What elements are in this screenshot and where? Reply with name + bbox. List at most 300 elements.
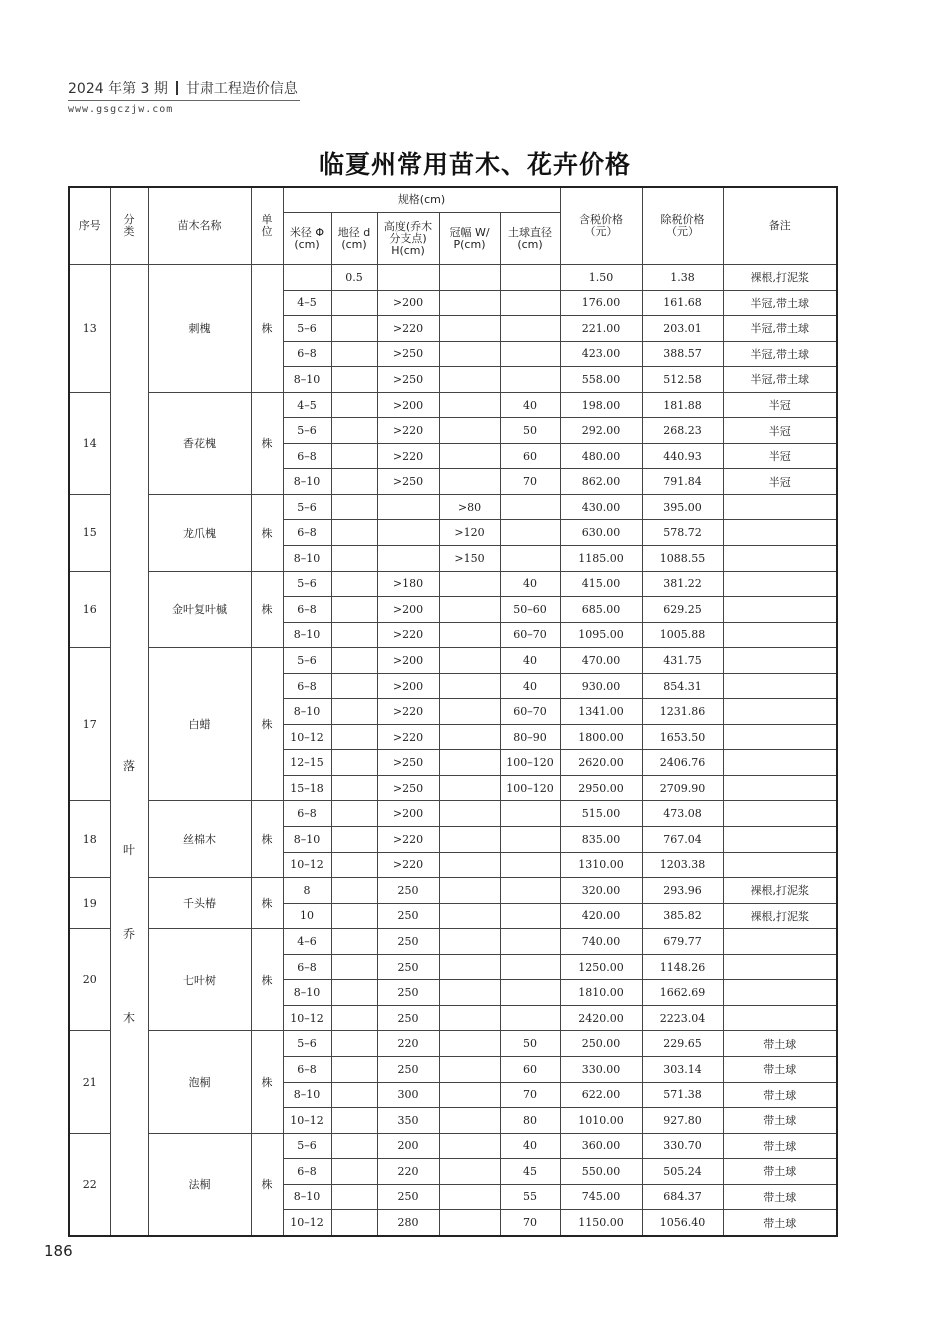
- soil-ball-cell: 40: [500, 571, 560, 597]
- seq-cell: 20: [69, 929, 110, 1031]
- header-line: [68, 78, 298, 98]
- crown-cell: [439, 852, 500, 878]
- dbh-cell: 10–12: [283, 1005, 331, 1031]
- unit-cell: 株: [251, 571, 283, 648]
- price-excl-cell: 1662.69: [642, 980, 723, 1006]
- soil-ball-cell: 100–120: [500, 750, 560, 776]
- dbh-cell: 5–6: [283, 571, 331, 597]
- crown-cell: [439, 1133, 500, 1159]
- price-excl-cell: 2223.04: [642, 1005, 723, 1031]
- price-excl-cell: 512.58: [642, 367, 723, 393]
- ground-dia-cell: [331, 801, 377, 827]
- dbh-cell: 8–10: [283, 367, 331, 393]
- height-cell: 200: [377, 1133, 439, 1159]
- header-spec: 规格(cm): [283, 187, 560, 213]
- height-cell: 280: [377, 1210, 439, 1236]
- height-cell: 250: [377, 903, 439, 929]
- ground-dia-cell: [331, 648, 377, 674]
- dbh-cell: 10–12: [283, 1108, 331, 1134]
- note-cell: 半冠: [723, 443, 837, 469]
- price-incl-cell: 930.00: [560, 673, 642, 699]
- ground-dia-cell: [331, 546, 377, 572]
- price-incl-cell: 1341.00: [560, 699, 642, 725]
- price-incl-cell: 1310.00: [560, 852, 642, 878]
- dbh-cell: 15–18: [283, 775, 331, 801]
- dbh-cell: 5–6: [283, 1031, 331, 1057]
- crown-cell: [439, 1031, 500, 1057]
- soil-ball-cell: [500, 290, 560, 316]
- height-cell: >250: [377, 367, 439, 393]
- soil-ball-cell: [500, 954, 560, 980]
- note-cell: 半冠: [723, 418, 837, 444]
- height-cell: >220: [377, 418, 439, 444]
- price-excl-cell: 767.04: [642, 827, 723, 853]
- table-row: [69, 648, 837, 674]
- dbh-cell: 4–6: [283, 929, 331, 955]
- soil-ball-cell: 70: [500, 1082, 560, 1108]
- note-cell: [723, 954, 837, 980]
- price-incl-cell: 515.00: [560, 801, 642, 827]
- issue-label: 2024 年第 3 期: [68, 81, 168, 97]
- height-cell: 220: [377, 1159, 439, 1185]
- soil-ball-cell: 50: [500, 1031, 560, 1057]
- note-cell: 带土球: [723, 1108, 837, 1134]
- price-excl-cell: 1005.88: [642, 622, 723, 648]
- crown-cell: [439, 699, 500, 725]
- price-incl-cell: 176.00: [560, 290, 642, 316]
- note-cell: 带土球: [723, 1082, 837, 1108]
- dbh-cell: 8–10: [283, 469, 331, 495]
- ground-dia-cell: [331, 852, 377, 878]
- dbh-cell: 6–8: [283, 1159, 331, 1185]
- soil-ball-cell: 40: [500, 673, 560, 699]
- crown-cell: [439, 903, 500, 929]
- soil-ball-cell: 45: [500, 1159, 560, 1185]
- plant-name-cell: 刺槐: [148, 265, 251, 393]
- ground-dia-cell: [331, 494, 377, 520]
- note-cell: [723, 750, 837, 776]
- height-cell: >200: [377, 597, 439, 623]
- note-cell: [723, 622, 837, 648]
- category-char: 叶: [122, 842, 135, 857]
- dbh-cell: 12–15: [283, 750, 331, 776]
- price-excl-cell: 161.68: [642, 290, 723, 316]
- dbh-cell: 4–5: [283, 392, 331, 418]
- plant-name-cell: 千头椿: [148, 878, 251, 929]
- category-cell: [110, 265, 148, 1236]
- table-row: [69, 1133, 837, 1159]
- ground-dia-cell: [331, 290, 377, 316]
- price-excl-cell: 385.82: [642, 903, 723, 929]
- header-unit: 单位: [251, 187, 283, 265]
- height-cell: >250: [377, 341, 439, 367]
- crown-cell: [439, 418, 500, 444]
- price-excl-cell: 293.96: [642, 878, 723, 904]
- seq-cell: 21: [69, 1031, 110, 1133]
- price-incl-cell: 292.00: [560, 418, 642, 444]
- height-cell: [377, 546, 439, 572]
- note-cell: [723, 980, 837, 1006]
- ground-dia-cell: [331, 673, 377, 699]
- price-excl-cell: 1056.40: [642, 1210, 723, 1236]
- crown-cell: >150: [439, 546, 500, 572]
- soil-ball-cell: 40: [500, 1133, 560, 1159]
- height-cell: 250: [377, 878, 439, 904]
- price-incl-cell: 430.00: [560, 494, 642, 520]
- price-excl-cell: 381.22: [642, 571, 723, 597]
- ground-dia-cell: [331, 341, 377, 367]
- dbh-cell: 10–12: [283, 852, 331, 878]
- height-cell: 250: [377, 1184, 439, 1210]
- unit-cell: 株: [251, 1133, 283, 1236]
- height-cell: >250: [377, 775, 439, 801]
- dbh-cell: 8–10: [283, 622, 331, 648]
- ground-dia-cell: [331, 622, 377, 648]
- price-excl-cell: 578.72: [642, 520, 723, 546]
- dbh-cell: 6–8: [283, 597, 331, 623]
- website-url: www.gsgczjw.com: [68, 104, 174, 115]
- plant-name-cell: 七叶树: [148, 929, 251, 1031]
- note-cell: 半冠: [723, 469, 837, 495]
- price-incl-cell: 221.00: [560, 316, 642, 342]
- price-excl-cell: 229.65: [642, 1031, 723, 1057]
- soil-ball-cell: 80: [500, 1108, 560, 1134]
- price-incl-cell: 198.00: [560, 392, 642, 418]
- unit-cell: 株: [251, 494, 283, 571]
- crown-cell: [439, 1005, 500, 1031]
- crown-cell: [439, 316, 500, 342]
- plant-name-cell: 金叶复叶槭: [148, 571, 251, 648]
- note-cell: 半冠,带土球: [723, 290, 837, 316]
- dbh-cell: 6–8: [283, 341, 331, 367]
- ground-dia-cell: [331, 520, 377, 546]
- price-incl-cell: 320.00: [560, 878, 642, 904]
- crown-cell: [439, 367, 500, 393]
- unit-cell: 株: [251, 648, 283, 801]
- table-row: [69, 571, 837, 597]
- soil-ball-cell: 50–60: [500, 597, 560, 623]
- height-cell: 250: [377, 1005, 439, 1031]
- height-cell: [377, 520, 439, 546]
- ground-dia-cell: [331, 1159, 377, 1185]
- price-incl-cell: 360.00: [560, 1133, 642, 1159]
- crown-cell: [439, 648, 500, 674]
- header-name: 苗木名称: [148, 187, 251, 265]
- price-incl-cell: 2620.00: [560, 750, 642, 776]
- price-excl-cell: 1203.38: [642, 852, 723, 878]
- price-incl-cell: 558.00: [560, 367, 642, 393]
- crown-cell: [439, 954, 500, 980]
- ground-dia-cell: [331, 392, 377, 418]
- height-cell: >200: [377, 290, 439, 316]
- table-row: [69, 1031, 837, 1057]
- crown-cell: [439, 1159, 500, 1185]
- crown-cell: [439, 290, 500, 316]
- table-row: [69, 392, 837, 418]
- plant-name-cell: 白蜡: [148, 648, 251, 801]
- ground-dia-cell: [331, 724, 377, 750]
- ground-dia-cell: [331, 980, 377, 1006]
- ground-dia-cell: [331, 750, 377, 776]
- ground-dia-cell: [331, 597, 377, 623]
- category-char: 乔: [122, 926, 135, 941]
- note-cell: [723, 494, 837, 520]
- seq-cell: 14: [69, 392, 110, 494]
- crown-cell: [439, 1184, 500, 1210]
- price-incl-cell: 420.00: [560, 903, 642, 929]
- price-incl-cell: 835.00: [560, 827, 642, 853]
- soil-ball-cell: [500, 801, 560, 827]
- dbh-cell: 6–8: [283, 443, 331, 469]
- note-cell: [723, 673, 837, 699]
- price-excl-cell: 431.75: [642, 648, 723, 674]
- note-cell: [723, 827, 837, 853]
- height-cell: >200: [377, 648, 439, 674]
- note-cell: 带土球: [723, 1031, 837, 1057]
- header-seq: 序号: [69, 187, 110, 265]
- price-excl-cell: 2406.76: [642, 750, 723, 776]
- soil-ball-cell: 40: [500, 648, 560, 674]
- price-incl-cell: 1010.00: [560, 1108, 642, 1134]
- price-excl-cell: 203.01: [642, 316, 723, 342]
- page-header: [68, 78, 298, 115]
- crown-cell: >80: [439, 494, 500, 520]
- note-cell: [723, 724, 837, 750]
- note-cell: 半冠,带土球: [723, 316, 837, 342]
- soil-ball-cell: [500, 265, 560, 291]
- note-cell: 带土球: [723, 1056, 837, 1082]
- ground-dia-cell: [331, 699, 377, 725]
- price-incl-cell: 250.00: [560, 1031, 642, 1057]
- dbh-cell: 6–8: [283, 1056, 331, 1082]
- price-incl-cell: 1185.00: [560, 546, 642, 572]
- price-excl-cell: 1.38: [642, 265, 723, 291]
- price-incl-cell: 1095.00: [560, 622, 642, 648]
- price-excl-cell: 505.24: [642, 1159, 723, 1185]
- height-cell: >250: [377, 469, 439, 495]
- soil-ball-cell: 60–70: [500, 699, 560, 725]
- price-incl-cell: 2950.00: [560, 775, 642, 801]
- dbh-cell: 6–8: [283, 801, 331, 827]
- height-cell: >220: [377, 699, 439, 725]
- header-rule: [68, 100, 300, 101]
- price-excl-cell: 440.93: [642, 443, 723, 469]
- note-cell: 半冠,带土球: [723, 341, 837, 367]
- note-cell: [723, 571, 837, 597]
- dbh-cell: 8–10: [283, 827, 331, 853]
- table-row: [69, 878, 837, 904]
- soil-ball-cell: [500, 367, 560, 393]
- seq-cell: 19: [69, 878, 110, 929]
- dbh-cell: 8: [283, 878, 331, 904]
- dbh-cell: 8–10: [283, 546, 331, 572]
- header-crown: 冠幅 W/ P(cm): [439, 213, 500, 265]
- dbh-cell: [283, 265, 331, 291]
- height-cell: 220: [377, 1031, 439, 1057]
- price-excl-cell: 2709.90: [642, 775, 723, 801]
- dbh-cell: 4–5: [283, 290, 331, 316]
- height-cell: >220: [377, 724, 439, 750]
- header-category: 分类: [110, 187, 148, 265]
- soil-ball-cell: 60: [500, 443, 560, 469]
- dbh-cell: 8–10: [283, 1184, 331, 1210]
- soil-ball-cell: [500, 316, 560, 342]
- height-cell: [377, 494, 439, 520]
- ground-dia-cell: [331, 571, 377, 597]
- ground-dia-cell: [331, 1031, 377, 1057]
- price-incl-cell: 1810.00: [560, 980, 642, 1006]
- price-table: [68, 186, 838, 1237]
- dbh-cell: 10: [283, 903, 331, 929]
- ground-dia-cell: [331, 878, 377, 904]
- ground-dia-cell: [331, 1184, 377, 1210]
- ground-dia-cell: [331, 418, 377, 444]
- crown-cell: [439, 724, 500, 750]
- price-incl-cell: 862.00: [560, 469, 642, 495]
- soil-ball-cell: [500, 520, 560, 546]
- crown-cell: [439, 443, 500, 469]
- price-incl-cell: 740.00: [560, 929, 642, 955]
- dbh-cell: 8–10: [283, 980, 331, 1006]
- ground-dia-cell: [331, 1082, 377, 1108]
- note-cell: [723, 648, 837, 674]
- unit-cell: 株: [251, 392, 283, 494]
- price-incl-cell: 470.00: [560, 648, 642, 674]
- price-incl-cell: 745.00: [560, 1184, 642, 1210]
- soil-ball-cell: 70: [500, 469, 560, 495]
- crown-cell: [439, 597, 500, 623]
- plant-name-cell: 香花槐: [148, 392, 251, 494]
- price-excl-cell: 1231.86: [642, 699, 723, 725]
- crown-cell: [439, 341, 500, 367]
- height-cell: >220: [377, 622, 439, 648]
- soil-ball-cell: [500, 878, 560, 904]
- unit-cell: 株: [251, 801, 283, 878]
- crown-cell: [439, 929, 500, 955]
- header-note: 备注: [723, 187, 837, 265]
- table-body: [69, 265, 837, 1236]
- crown-cell: [439, 392, 500, 418]
- dbh-cell: 5–6: [283, 316, 331, 342]
- price-incl-cell: 1250.00: [560, 954, 642, 980]
- ground-dia-cell: [331, 1210, 377, 1236]
- height-cell: 250: [377, 929, 439, 955]
- crown-cell: [439, 622, 500, 648]
- note-cell: 裸根,打泥浆: [723, 265, 837, 291]
- category-char: 木: [122, 1010, 135, 1025]
- note-cell: 带土球: [723, 1184, 837, 1210]
- height-cell: >220: [377, 852, 439, 878]
- ground-dia-cell: [331, 443, 377, 469]
- note-cell: [723, 546, 837, 572]
- header-price-excl: 除税价格（元）: [642, 187, 723, 265]
- price-incl-cell: 622.00: [560, 1082, 642, 1108]
- height-cell: 250: [377, 980, 439, 1006]
- note-cell: 半冠,带土球: [723, 367, 837, 393]
- note-cell: [723, 852, 837, 878]
- header-dbh: 米径 Φ (cm): [283, 213, 331, 265]
- price-excl-cell: 268.23: [642, 418, 723, 444]
- height-cell: 250: [377, 1056, 439, 1082]
- dbh-cell: 8–10: [283, 1082, 331, 1108]
- seq-cell: 18: [69, 801, 110, 878]
- note-cell: 带土球: [723, 1210, 837, 1236]
- dbh-cell: 6–8: [283, 954, 331, 980]
- header-separator: [176, 81, 178, 95]
- dbh-cell: 5–6: [283, 418, 331, 444]
- seq-cell: 13: [69, 265, 110, 393]
- dbh-cell: 10–12: [283, 724, 331, 750]
- crown-cell: [439, 1056, 500, 1082]
- price-incl-cell: 685.00: [560, 597, 642, 623]
- price-excl-cell: 679.77: [642, 929, 723, 955]
- price-excl-cell: 330.70: [642, 1133, 723, 1159]
- price-excl-cell: 388.57: [642, 341, 723, 367]
- crown-cell: [439, 571, 500, 597]
- price-excl-cell: 303.14: [642, 1056, 723, 1082]
- unit-cell: 株: [251, 1031, 283, 1133]
- crown-cell: >120: [439, 520, 500, 546]
- ground-dia-cell: [331, 316, 377, 342]
- unit-cell: 株: [251, 265, 283, 393]
- crown-cell: [439, 469, 500, 495]
- ground-dia-cell: [331, 775, 377, 801]
- seq-cell: 16: [69, 571, 110, 648]
- price-incl-cell: 2420.00: [560, 1005, 642, 1031]
- crown-cell: [439, 673, 500, 699]
- height-cell: 350: [377, 1108, 439, 1134]
- table-row: [69, 265, 837, 291]
- plant-name-cell: 泡桐: [148, 1031, 251, 1133]
- price-incl-cell: 1.50: [560, 265, 642, 291]
- height-cell: 250: [377, 954, 439, 980]
- note-cell: 裸根,打泥浆: [723, 903, 837, 929]
- plant-name-cell: 丝棉木: [148, 801, 251, 878]
- ground-dia-cell: [331, 929, 377, 955]
- crown-cell: [439, 980, 500, 1006]
- price-excl-cell: 854.31: [642, 673, 723, 699]
- price-incl-cell: 550.00: [560, 1159, 642, 1185]
- ground-dia-cell: [331, 1133, 377, 1159]
- dbh-cell: 10–12: [283, 1210, 331, 1236]
- note-cell: 半冠: [723, 392, 837, 418]
- note-cell: [723, 1005, 837, 1031]
- height-cell: >220: [377, 443, 439, 469]
- note-cell: [723, 929, 837, 955]
- price-incl-cell: 423.00: [560, 341, 642, 367]
- crown-cell: [439, 1108, 500, 1134]
- soil-ball-cell: [500, 1005, 560, 1031]
- table-row: [69, 929, 837, 955]
- price-excl-cell: 395.00: [642, 494, 723, 520]
- crown-cell: [439, 827, 500, 853]
- price-excl-cell: 791.84: [642, 469, 723, 495]
- price-excl-cell: 629.25: [642, 597, 723, 623]
- note-cell: [723, 775, 837, 801]
- unit-cell: 株: [251, 929, 283, 1031]
- height-cell: >220: [377, 827, 439, 853]
- dbh-cell: 5–6: [283, 648, 331, 674]
- ground-dia-cell: [331, 903, 377, 929]
- soil-ball-cell: [500, 494, 560, 520]
- ground-dia-cell: [331, 1005, 377, 1031]
- plant-name-cell: 龙爪槐: [148, 494, 251, 571]
- price-excl-cell: 684.37: [642, 1184, 723, 1210]
- dbh-cell: 6–8: [283, 673, 331, 699]
- seq-cell: 22: [69, 1133, 110, 1236]
- category-char: 落: [122, 758, 135, 773]
- price-excl-cell: 1653.50: [642, 724, 723, 750]
